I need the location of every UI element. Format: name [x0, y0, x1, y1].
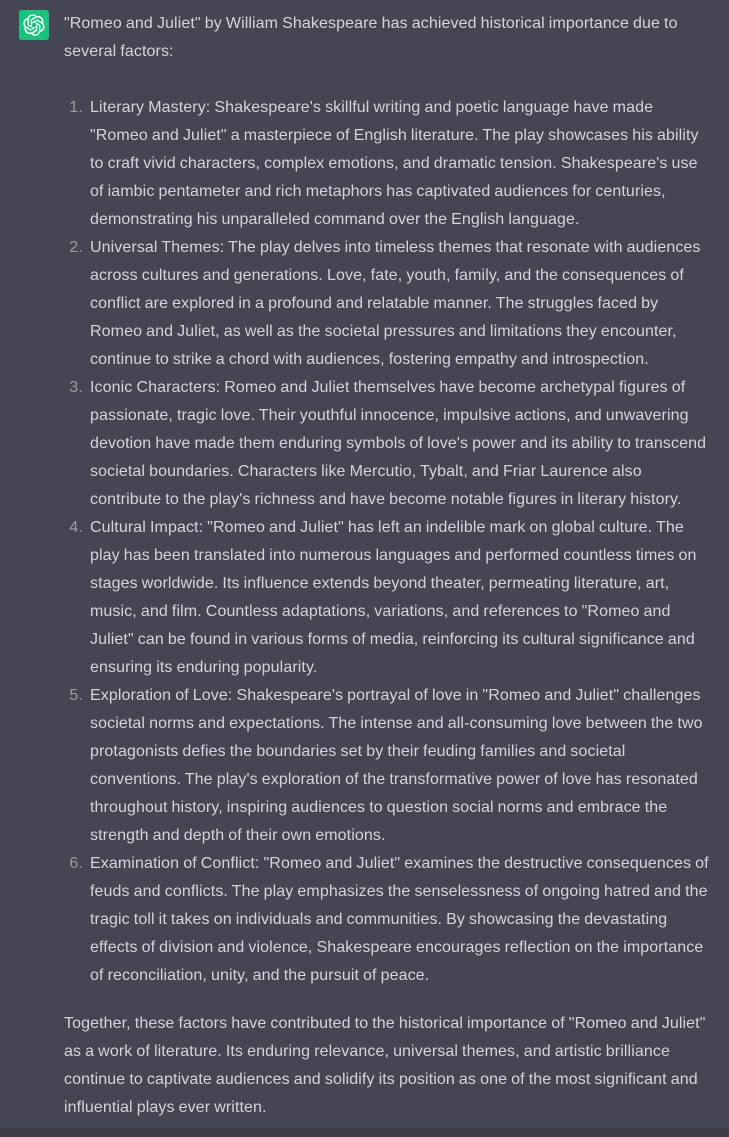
factors-list: [64, 94, 714, 990]
intro-paragraph: "Romeo and Juliet" by William Shakespeare has achieved historical importance due to several factors:: [64, 15, 678, 60]
list-item-iconic-characters: 3. Iconic Characters: Romeo and Juliet themselves have become archetypal figures of passionate, tragic love. Their youthful innocence, impulsive actions, and unwavering devotion have made them enduring symbols of love's power and its ability to transcend societal boundaries. Characters like Mercutio, Tybalt, and Friar Laurence also contribute to the play's richness and have become notable figures in literary history.: [87, 374, 714, 514]
conclusion-paragraph: Together, these factors have contributed to the historical importance of "Romeo and Juliet" as a work of literature. Its enduring relevance, universal themes, and artistic brilliance continue to captivate audiences and solidify its position as one of the most significant and influential plays ever written.: [64, 1015, 706, 1116]
list-item-cultural-impact: 4. Cultural Impact: "Romeo and Juliet" has left an indelible mark on global culture. The play has been translated into numerous languages and performed countless times on stages worldwide. Its influence extends beyond theater, permeating literature, art, music, and film. Countless adaptations, variations, and references to "Romeo and Juliet" can be found in various forms of media, reinforcing its cultural significance and ensuring its enduring popularity.: [87, 514, 714, 682]
list-item-literary-mastery: 1. Literary Mastery: Shakespeare's skillful writing and poetic language have made "Romeo and Juliet" a masterpiece of English literature. The play showcases his ability to craft vivid characters, complex emotions, and dramatic tension. Shakespeare's use of iambic pentameter and rich metaphors has captivated audiences for centuries, demonstrating his unparalleled command over the English language.: [87, 94, 714, 234]
list-item-universal-themes: 2. Universal Themes: The play delves into timeless themes that resonate with audiences across cultures and generations. Love, fate, youth, family, and the consequences of conflict are explored in a profound and relatable manner. The struggles faced by Romeo and Juliet, as well as the societal pressures and limitations they encounter, continue to strike a chord with audiences, fostering empathy and introspection.: [87, 234, 714, 374]
message-content: [64, 10, 714, 1122]
assistant-avatar: [19, 10, 49, 40]
openai-logo-icon: [23, 14, 45, 36]
next-row-strip: [0, 1128, 729, 1137]
list-item-exploration-of-love: 5. Exploration of Love: Shakespeare's portrayal of love in "Romeo and Juliet" challenges societal norms and expectations. The intense and all-consuming love between the two protagonists defies the boundaries set by their feuding families and societal conventions. The play's exploration of the transformative power of love has resonated throughout history, inspiring audiences to question social norms and embrace the strength and depth of their own emotions.: [87, 682, 714, 850]
list-item-examination-of-conflict: 6. Examination of Conflict: "Romeo and Juliet" examines the destructive consequences of feuds and conflicts. The play emphasizes the senselessness of ongoing hatred and the tragic toll it takes on individuals and communities. By showcasing the devastating effects of division and violence, Shakespeare encourages reflection on the importance of reconciliation, unity, and the pursuit of peace.: [87, 850, 714, 990]
